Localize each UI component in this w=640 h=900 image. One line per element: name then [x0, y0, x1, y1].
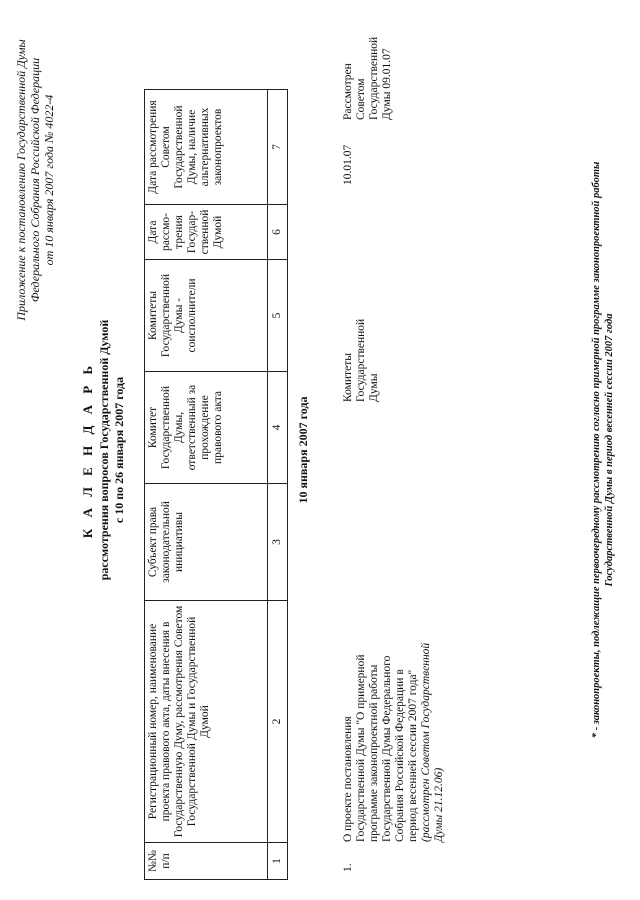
footnote-line-1: * - законопроекты, подлежащие первоочередному рассмотрению согласно примерной программе законопроектной работы	[591, 161, 602, 739]
header-cell-registration: Регистрационный номер, наименование проекта правового акта, даты внесения в Государственную Думу, рассмотрения Советом Государственной Думы и Государственной Думой	[145, 601, 268, 843]
column-number: 2	[268, 601, 288, 843]
approval-line-1: Приложение к постановлению Государственной Думы	[14, 39, 28, 321]
column-number: 4	[268, 372, 288, 484]
column-number: 7	[268, 90, 288, 205]
entry-committee: Комитеты Государственной Думы	[342, 318, 380, 402]
footnote	[590, 0, 616, 900]
column-number-row	[268, 90, 288, 880]
entry-council-date: Рассмотрен Советом Государственной Думы 09.01.07	[342, 36, 393, 120]
approval-line-3: от 10 января 2007 года № 4022-4	[42, 94, 56, 266]
header-cell-council-date: Дата рассмотрения Советом Государственной Думы, наличие альтернативных законопроектов	[145, 90, 268, 205]
footnote-line-2: Государственной Думы в период весенней сессии 2007 года	[604, 313, 615, 587]
column-number: 3	[268, 484, 288, 601]
calendar-table	[144, 89, 288, 880]
table-header-row	[145, 90, 268, 880]
approval-note	[14, 20, 56, 340]
page-title: К А Л Е Н Д А Р Ь	[80, 361, 95, 539]
entry-title	[342, 637, 446, 842]
header-cell-number: №№ п/п	[145, 843, 268, 880]
entry-title-text: О проекте постановления Государственной Думы "О примерной программе законопроектной работы Государственной Думы Федерального Собрания Российской Федерации в период весенней сессии 2007 года"	[342, 654, 419, 842]
entry-duma-date: 10.01.07	[342, 144, 354, 185]
header-cell-initiative-subject: Субъект права законодательной инициативы	[145, 484, 268, 601]
section-date-heading: 10 января 2007 года	[296, 396, 310, 504]
subtitle-line-2: с 10 по 26 января 2007 года	[112, 376, 126, 524]
column-number: 6	[268, 205, 288, 260]
entry-number: 1.	[342, 863, 354, 872]
entry-council-note: (рассмотрен Советом Государственной Думы 21.12.06)	[420, 642, 445, 842]
header-cell-responsible-committee: Комитет Государственной Думы, ответственный за прохождение правового акта	[145, 372, 268, 484]
header-cell-duma-date: Дата рассмо-трения Государ-ственной Думой	[145, 205, 268, 260]
column-number: 1	[268, 843, 288, 880]
subtitle-line-1: рассмотрения вопросов Государственной Думой	[97, 319, 111, 581]
column-number: 5	[268, 260, 288, 372]
approval-line-2: Федерального Собрания Российской Федерации	[28, 57, 42, 303]
page-subtitle	[97, 0, 127, 900]
header-cell-co-executors: Комитеты Государственной Думы - соисполнители	[145, 260, 268, 372]
